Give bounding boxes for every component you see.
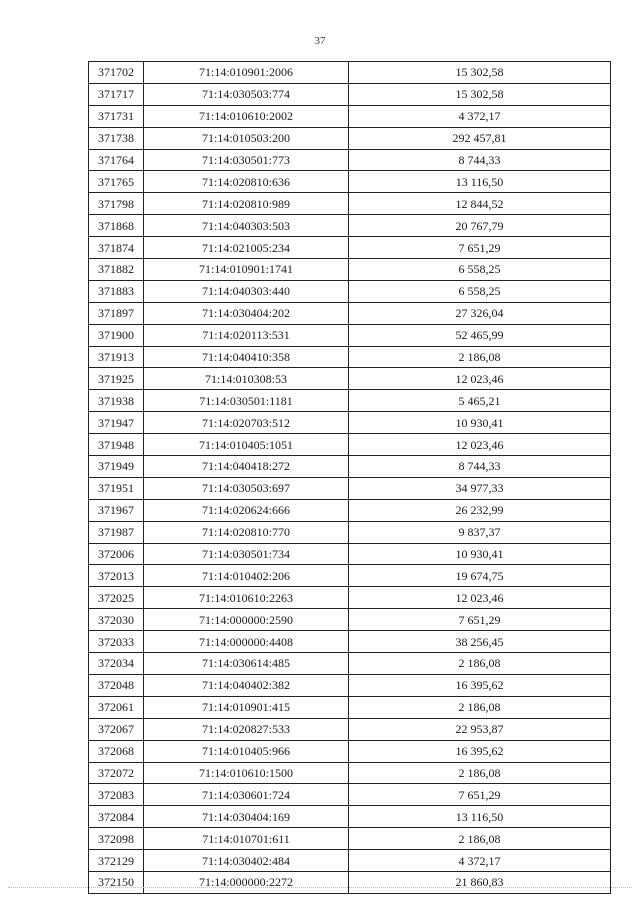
amount-cell: 12 023,46: [349, 368, 611, 390]
cadastral-number-cell: 71:14:010405:966: [144, 740, 349, 762]
table-row: [89, 850, 611, 872]
table-row: [89, 806, 611, 828]
row-id-cell: 372048: [89, 674, 144, 696]
row-id-cell: 371925: [89, 368, 144, 390]
cadastral-number-cell: 71:14:030614:485: [144, 653, 349, 675]
amount-cell: 15 302,58: [349, 83, 611, 105]
cadastral-number-cell: 71:14:030402:484: [144, 850, 349, 872]
page-number: 37: [314, 35, 326, 47]
cadastral-number-cell: 71:14:020624:666: [144, 499, 349, 521]
amount-cell: 5 465,21: [349, 390, 611, 412]
table-row: [89, 324, 611, 346]
amount-cell: 4 372,17: [349, 105, 611, 127]
table-row: [89, 762, 611, 784]
row-id-cell: 371967: [89, 499, 144, 521]
row-id-cell: 371738: [89, 127, 144, 149]
cadastral-number-cell: 71:14:000000:2590: [144, 609, 349, 631]
amount-cell: 9 837,37: [349, 521, 611, 543]
amount-cell: 6 558,25: [349, 280, 611, 302]
cadastral-table: [88, 61, 611, 894]
row-id-cell: 372025: [89, 587, 144, 609]
cadastral-number-cell: 71:14:030501:773: [144, 149, 349, 171]
amount-cell: 7 651,29: [349, 609, 611, 631]
cadastral-number-cell: 71:14:030404:202: [144, 302, 349, 324]
amount-cell: 7 651,29: [349, 784, 611, 806]
amount-cell: 2 186,08: [349, 653, 611, 675]
table-row: [89, 412, 611, 434]
amount-cell: 7 651,29: [349, 237, 611, 259]
table-row: [89, 171, 611, 193]
row-id-cell: 371949: [89, 456, 144, 478]
amount-cell: 2 186,08: [349, 828, 611, 850]
cadastral-number-cell: 71:14:010610:2002: [144, 105, 349, 127]
cadastral-number-cell: 71:14:010701:611: [144, 828, 349, 850]
table-row: [89, 587, 611, 609]
amount-cell: 16 395,62: [349, 674, 611, 696]
amount-cell: 2 186,08: [349, 762, 611, 784]
row-id-cell: 371765: [89, 171, 144, 193]
table-row: [89, 477, 611, 499]
row-id-cell: 372072: [89, 762, 144, 784]
row-id-cell: 371897: [89, 302, 144, 324]
table-row: [89, 565, 611, 587]
row-id-cell: 371731: [89, 105, 144, 127]
table-row: [89, 434, 611, 456]
table-row: [89, 346, 611, 368]
amount-cell: 20 767,79: [349, 215, 611, 237]
table-row: [89, 302, 611, 324]
cadastral-number-cell: 71:14:010901:415: [144, 696, 349, 718]
amount-cell: 21 860,83: [349, 871, 611, 893]
row-id-cell: 371938: [89, 390, 144, 412]
cadastral-number-cell: 71:14:030503:697: [144, 477, 349, 499]
cadastral-number-cell: 71:14:040303:440: [144, 280, 349, 302]
row-id-cell: 372084: [89, 806, 144, 828]
amount-cell: 22 953,87: [349, 718, 611, 740]
row-id-cell: 372061: [89, 696, 144, 718]
cadastral-number-cell: 71:14:010402:206: [144, 565, 349, 587]
cadastral-number-cell: 71:14:040418:272: [144, 456, 349, 478]
cadastral-number-cell: 71:14:020810:770: [144, 521, 349, 543]
table-row: [89, 83, 611, 105]
row-id-cell: 371987: [89, 521, 144, 543]
table-row: [89, 193, 611, 215]
cadastral-number-cell: 71:14:040303:503: [144, 215, 349, 237]
table-row: [89, 456, 611, 478]
table-row: [89, 653, 611, 675]
row-id-cell: 371948: [89, 434, 144, 456]
table-row: [89, 390, 611, 412]
amount-cell: 8 744,33: [349, 149, 611, 171]
cadastral-number-cell: 71:14:010405:1051: [144, 434, 349, 456]
cadastral-number-cell: 71:14:020703:512: [144, 412, 349, 434]
amount-cell: 34 977,33: [349, 477, 611, 499]
table-row: [89, 740, 611, 762]
row-id-cell: 372150: [89, 871, 144, 893]
amount-cell: 12 844,52: [349, 193, 611, 215]
row-id-cell: 372067: [89, 718, 144, 740]
row-id-cell: 371947: [89, 412, 144, 434]
cadastral-number-cell: 71:14:030601:724: [144, 784, 349, 806]
cadastral-number-cell: 71:14:010901:2006: [144, 62, 349, 84]
scan-artifact-line: [8, 887, 632, 889]
amount-cell: 38 256,45: [349, 631, 611, 653]
cadastral-number-cell: 71:14:030404:169: [144, 806, 349, 828]
cadastral-number-cell: 71:14:010308:53: [144, 368, 349, 390]
cadastral-number-cell: 71:14:040402:382: [144, 674, 349, 696]
table-row: [89, 871, 611, 893]
amount-cell: 6 558,25: [349, 259, 611, 281]
amount-cell: 4 372,17: [349, 850, 611, 872]
table-row: [89, 149, 611, 171]
table-row: [89, 696, 611, 718]
table-row: [89, 521, 611, 543]
cadastral-number-cell: 71:14:000000:4408: [144, 631, 349, 653]
table-row: [89, 674, 611, 696]
amount-cell: 16 395,62: [349, 740, 611, 762]
table-row: [89, 543, 611, 565]
row-id-cell: 372034: [89, 653, 144, 675]
table-row: [89, 499, 611, 521]
cadastral-number-cell: 71:14:010610:1500: [144, 762, 349, 784]
table-row: [89, 215, 611, 237]
table-row: [89, 828, 611, 850]
amount-cell: 292 457,81: [349, 127, 611, 149]
amount-cell: 15 302,58: [349, 62, 611, 84]
amount-cell: 12 023,46: [349, 434, 611, 456]
row-id-cell: 372129: [89, 850, 144, 872]
amount-cell: 27 326,04: [349, 302, 611, 324]
cadastral-number-cell: 71:14:010503:200: [144, 127, 349, 149]
amount-cell: 52 465,99: [349, 324, 611, 346]
cadastral-number-cell: 71:14:030503:774: [144, 83, 349, 105]
table-row: [89, 631, 611, 653]
table-row: [89, 237, 611, 259]
row-id-cell: 371900: [89, 324, 144, 346]
cadastral-number-cell: 71:14:020113:531: [144, 324, 349, 346]
row-id-cell: 371883: [89, 280, 144, 302]
row-id-cell: 372013: [89, 565, 144, 587]
row-id-cell: 371702: [89, 62, 144, 84]
cadastral-number-cell: 71:14:021005:234: [144, 237, 349, 259]
amount-cell: 10 930,41: [349, 412, 611, 434]
row-id-cell: 372083: [89, 784, 144, 806]
cadastral-number-cell: 71:14:000000:2272: [144, 871, 349, 893]
table-row: [89, 718, 611, 740]
cadastral-number-cell: 71:14:020827:533: [144, 718, 349, 740]
table-row: [89, 609, 611, 631]
amount-cell: 19 674,75: [349, 565, 611, 587]
cadastral-number-cell: 71:14:030501:734: [144, 543, 349, 565]
row-id-cell: 371882: [89, 259, 144, 281]
table-row: [89, 127, 611, 149]
cadastral-number-cell: 71:14:030501:1181: [144, 390, 349, 412]
table-row: [89, 784, 611, 806]
amount-cell: 10 930,41: [349, 543, 611, 565]
row-id-cell: 371764: [89, 149, 144, 171]
table-row: [89, 259, 611, 281]
table-row: [89, 368, 611, 390]
amount-cell: 13 116,50: [349, 806, 611, 828]
cadastral-number-cell: 71:14:040410:358: [144, 346, 349, 368]
cadastral-table-wrapper: [88, 61, 610, 894]
amount-cell: 8 744,33: [349, 456, 611, 478]
cadastral-number-cell: 71:14:010901:1741: [144, 259, 349, 281]
row-id-cell: 371868: [89, 215, 144, 237]
row-id-cell: 372033: [89, 631, 144, 653]
amount-cell: 12 023,46: [349, 587, 611, 609]
row-id-cell: 371951: [89, 477, 144, 499]
cadastral-number-cell: 71:14:010610:2263: [144, 587, 349, 609]
table-body: [89, 62, 611, 894]
cadastral-number-cell: 71:14:020810:989: [144, 193, 349, 215]
row-id-cell: 371874: [89, 237, 144, 259]
amount-cell: 2 186,08: [349, 696, 611, 718]
row-id-cell: 372098: [89, 828, 144, 850]
cadastral-number-cell: 71:14:020810:636: [144, 171, 349, 193]
table-row: [89, 62, 611, 84]
row-id-cell: 371798: [89, 193, 144, 215]
row-id-cell: 371913: [89, 346, 144, 368]
row-id-cell: 372030: [89, 609, 144, 631]
table-row: [89, 280, 611, 302]
table-row: [89, 105, 611, 127]
amount-cell: 13 116,50: [349, 171, 611, 193]
amount-cell: 26 232,99: [349, 499, 611, 521]
row-id-cell: 372006: [89, 543, 144, 565]
row-id-cell: 371717: [89, 83, 144, 105]
amount-cell: 2 186,08: [349, 346, 611, 368]
row-id-cell: 372068: [89, 740, 144, 762]
